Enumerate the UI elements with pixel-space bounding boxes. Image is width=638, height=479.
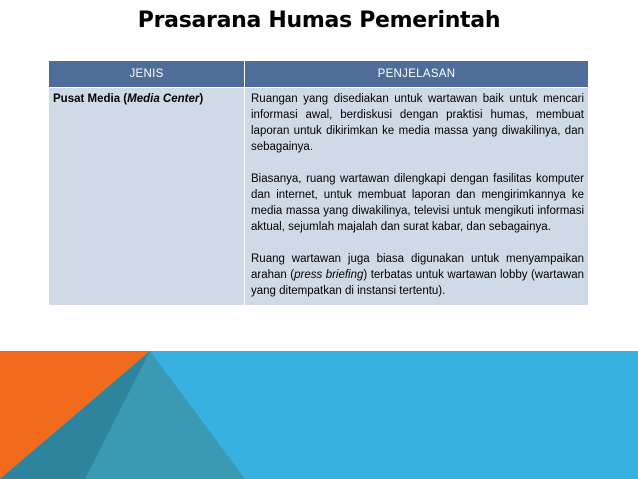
jenis-main-text: Pusat Media (: [53, 93, 128, 105]
jenis-italic-text: Media Center: [127, 93, 200, 105]
jenis-end-text: ): [199, 93, 204, 105]
paragraph-3-start: Ruang wartawan juga biasa digunakan untuk menyampaikan arahan (: [251, 253, 584, 281]
paragraph-3-italic: press briefing: [294, 269, 364, 281]
header-jenis: JENIS: [49, 61, 245, 88]
paragraph-2: Biasanya, ruang wartawan dilengkapi dengan fasilitas komputer dan internet, untuk membuat laporan dan mengirimkannya ke media massa yang diwakilinya, televisi untuk mengikuti informasi aktual, sejumlah majalah dan surat kabar, dan sebagainya.: [251, 173, 584, 233]
paragraph-3-end: ) terbatas untuk wartawan lobby (wartawan yang ditempatkan di instansi tertentu).: [251, 269, 584, 297]
slide-title: Prasarana Humas Pemerintah: [137, 8, 501, 33]
header-penjelasan: PENJELASAN: [245, 61, 589, 88]
paragraph-1: Ruangan yang disediakan untuk wartawan baik untuk mencari informasi awal, berdiskusi dengan praktisi humas, membuat laporan untuk dikirimkan ke media massa yang diwakilinya, dan sebagainya.: [251, 93, 584, 153]
